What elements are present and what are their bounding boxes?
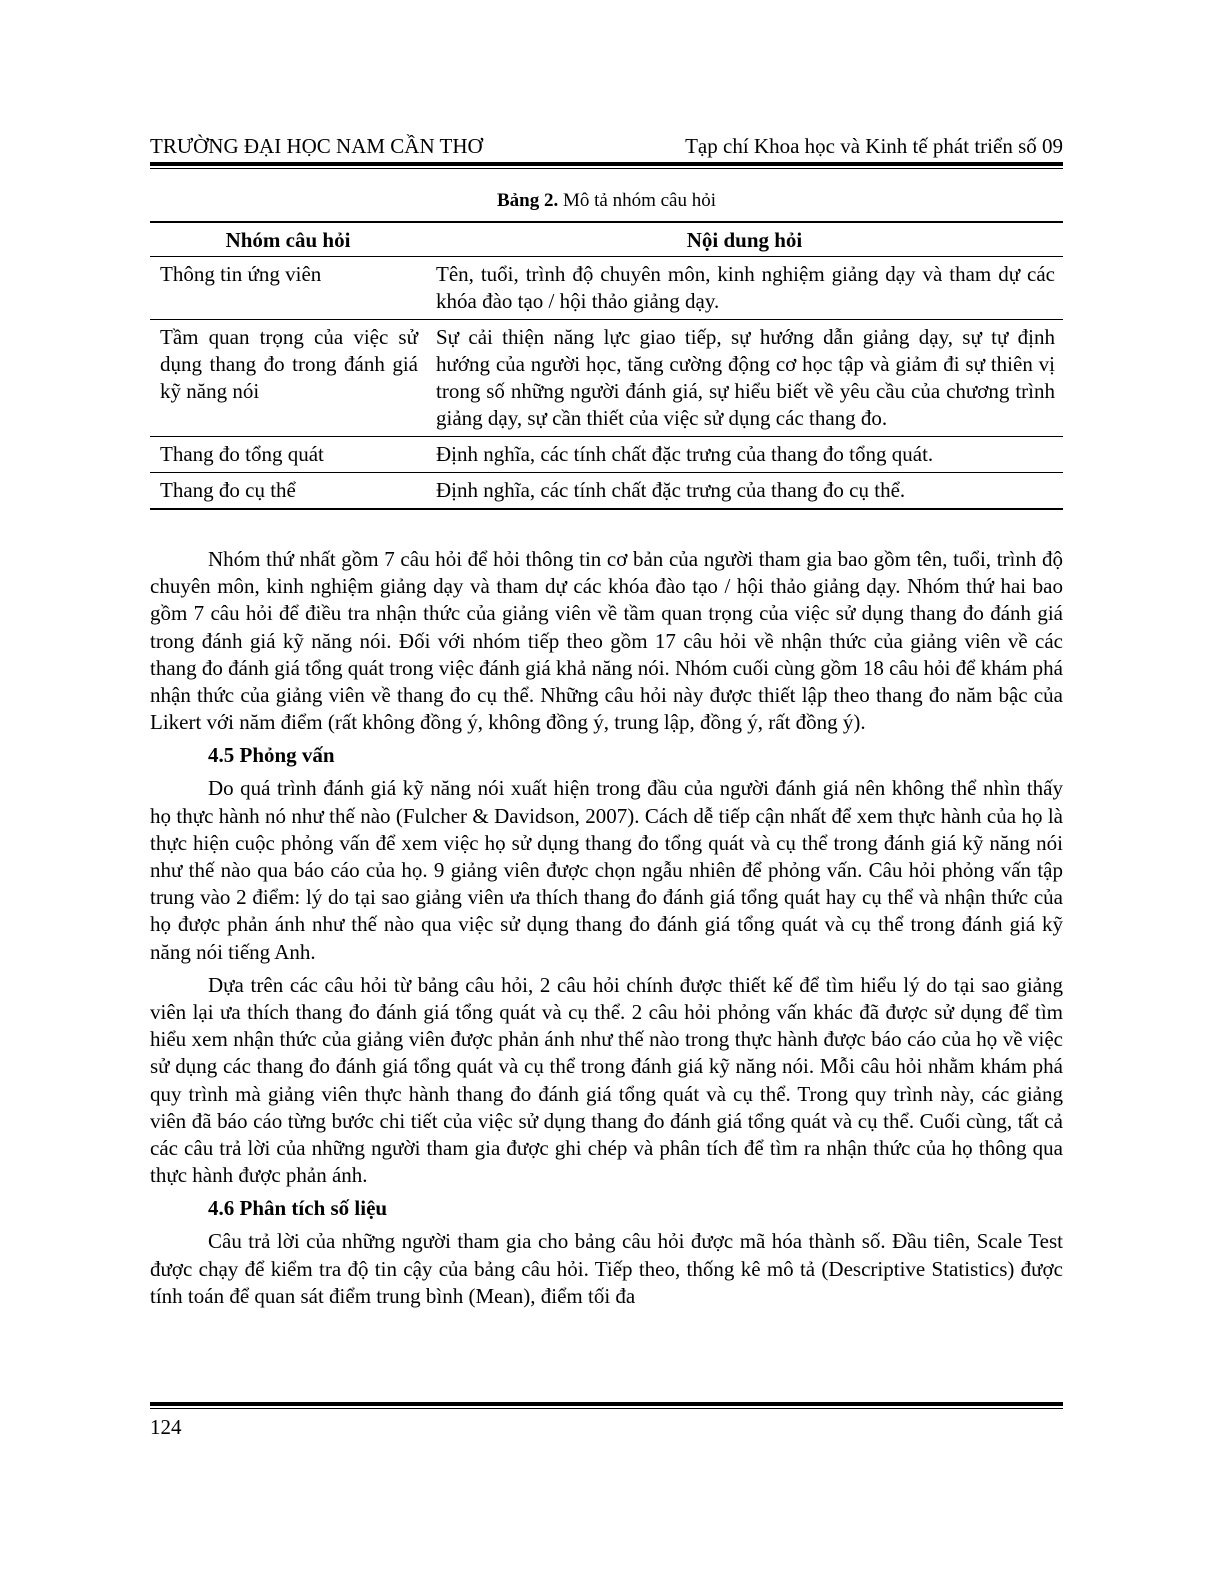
table-row — [150, 437, 1063, 473]
table-cell-content: Định nghĩa, các tính chất đặc trưng của thang đo cụ thể. — [426, 473, 1063, 510]
table-header-group: Nhóm câu hỏi — [150, 222, 426, 257]
table-cell-content: Định nghĩa, các tính chất đặc trưng của thang đo tổng quát. — [426, 437, 1063, 473]
header-rule-thin — [150, 168, 1063, 169]
table-caption-label: Bảng 2. — [496, 190, 559, 211]
table-row — [150, 257, 1063, 320]
table-cell-group: Thang đo cụ thể — [150, 473, 426, 510]
table-caption — [150, 188, 1063, 214]
footer-rule-thin — [150, 1408, 1063, 1409]
table-cell-content: Sự cải thiện năng lực giao tiếp, sự hướng dẫn giảng dạy, sự tự định hướng của người học, tăng cường động cơ học tập và giảm đi sự thiên vị trong số những người đánh giá, sự hiểu biết về yêu cầu của chương trình giảng dạy, sự cần thiết của việc sử dụng các thang đo. — [426, 320, 1063, 437]
section-heading-interview: 4.5 Phỏng vấn — [208, 743, 335, 768]
table-row — [150, 320, 1063, 437]
table-cell-group: Thang đo tổng quát — [150, 437, 426, 473]
table-row — [150, 473, 1063, 510]
header-university: TRƯỜNG ĐẠI HỌC NAM CẦN THƠ — [150, 134, 483, 158]
paragraph-interview-2: Dựa trên các câu hỏi từ bảng câu hỏi, 2 câu hỏi chính được thiết kế để tìm hiểu lý do tại sao giảng viên lại ưa thích thang đo đánh giá tổng quát và cụ thể. 2 câu hỏi phỏng vấn khác đã được sử dụng để tìm hiểu xem nhận thức của giảng viên được phản ánh như thế nào trong thực hành được báo cáo của họ về việc sử dụng các thang đo đánh giá tổng quát và cụ thể trong đánh giá kỹ năng nói. Mỗi câu hỏi nhằm khám phá quy trình mà giảng viên thực hành thang đo đánh giá tổng quát và cụ thể. Trong quy trình này, các giảng viên đã báo cáo từng bước chi tiết của việc sử dụng thang đo đánh giá tổng quát và cụ thể. Cuối cùng, tất cả các câu trả lời của những người tham gia được ghi chép và phân tích để tìm ra nhận thức của họ thông qua thực hành được phản ánh. — [150, 972, 1063, 1188]
footer-rule-thick — [150, 1402, 1063, 1406]
running-header — [150, 131, 1063, 161]
header-rule-thick — [150, 162, 1063, 166]
question-groups-table — [150, 221, 1063, 510]
table-caption-text: Mô tả nhóm câu hỏi — [558, 190, 717, 211]
table-cell-group: Tầm quan trọng của việc sử dụng thang đo trong đánh giá kỹ năng nói — [150, 320, 426, 437]
body-text — [150, 546, 1063, 1316]
table-cell-content: Tên, tuổi, trình độ chuyên môn, kinh nghiệm giảng dạy và tham dự các khóa đào tạo / hội thảo giảng dạy. — [426, 257, 1063, 320]
paragraph-interview-1: Do quá trình đánh giá kỹ năng nói xuất hiện trong đầu của người đánh giá nên không thể nhìn thấy họ thực hành nó như thế nào (Fulcher & Davidson, 2007). Cách dễ tiếp cận nhất để xem thực hành của họ là thực hiện cuộc phỏng vấn để xem việc họ sử dụng thang đo tổng quát và cụ thể trong đánh giá kỹ năng nói như thế nào qua báo cáo của họ. 9 giảng viên được chọn ngẫu nhiên để phỏng vấn. Câu hỏi phỏng vấn tập trung vào 2 điểm: lý do tại sao giảng viên ưa thích thang đo đánh giá tổng quát hay cụ thể và nhận thức của họ được phản ánh như thế nào qua việc sử dụng thang đo đánh giá tổng quát và cụ thể trong đánh giá kỹ năng nói tiếng Anh. — [150, 776, 1063, 964]
page-number: 124 — [150, 1415, 182, 1439]
table-header-row — [150, 222, 1063, 257]
paragraph-data-analysis: Câu trả lời của những người tham gia cho bảng câu hỏi được mã hóa thành số. Đầu tiên, Scale Test được chạy để kiểm tra độ tin cậy của bảng câu hỏi. Tiếp theo, thống kê mô tả (Descriptive Statistics) được tính toán để quan sát điểm trung bình (Mean), điểm tối đa — [150, 1229, 1063, 1308]
header-journal: Tạp chí Khoa học và Kinh tế phát triển số 09 — [685, 134, 1063, 158]
table-cell-group: Thông tin ứng viên — [150, 257, 426, 320]
table-header-content: Nội dung hỏi — [426, 222, 1063, 257]
section-heading-data-analysis: 4.6 Phân tích số liệu — [208, 1196, 388, 1221]
paragraph-question-groups: Nhóm thứ nhất gồm 7 câu hỏi để hỏi thông tin cơ bản của người tham gia bao gồm tên, tuổi, trình độ chuyên môn, kinh nghiệm giảng dạy và tham dự các khóa đào tạo / hội thảo giảng dạy. Nhóm thứ hai bao gồm 7 câu hỏi để điều tra nhận thức của giảng viên về tầm quan trọng của việc sử dụng thang đo đánh giá trong đánh giá kỹ năng nói. Đối với nhóm tiếp theo gồm 17 câu hỏi về nhận thức của giảng viên về các thang đo đánh giá tổng quát trong việc đánh giá khả năng nói. Nhóm cuối cùng gồm 18 câu hỏi để khám phá nhận thức của giảng viên về thang đo cụ thể. Những câu hỏi này được thiết lập theo thang đo năm bậc của Likert với năm điểm (rất không đồng ý, không đồng ý, trung lập, đồng ý, rất đồng ý). — [150, 547, 1063, 735]
